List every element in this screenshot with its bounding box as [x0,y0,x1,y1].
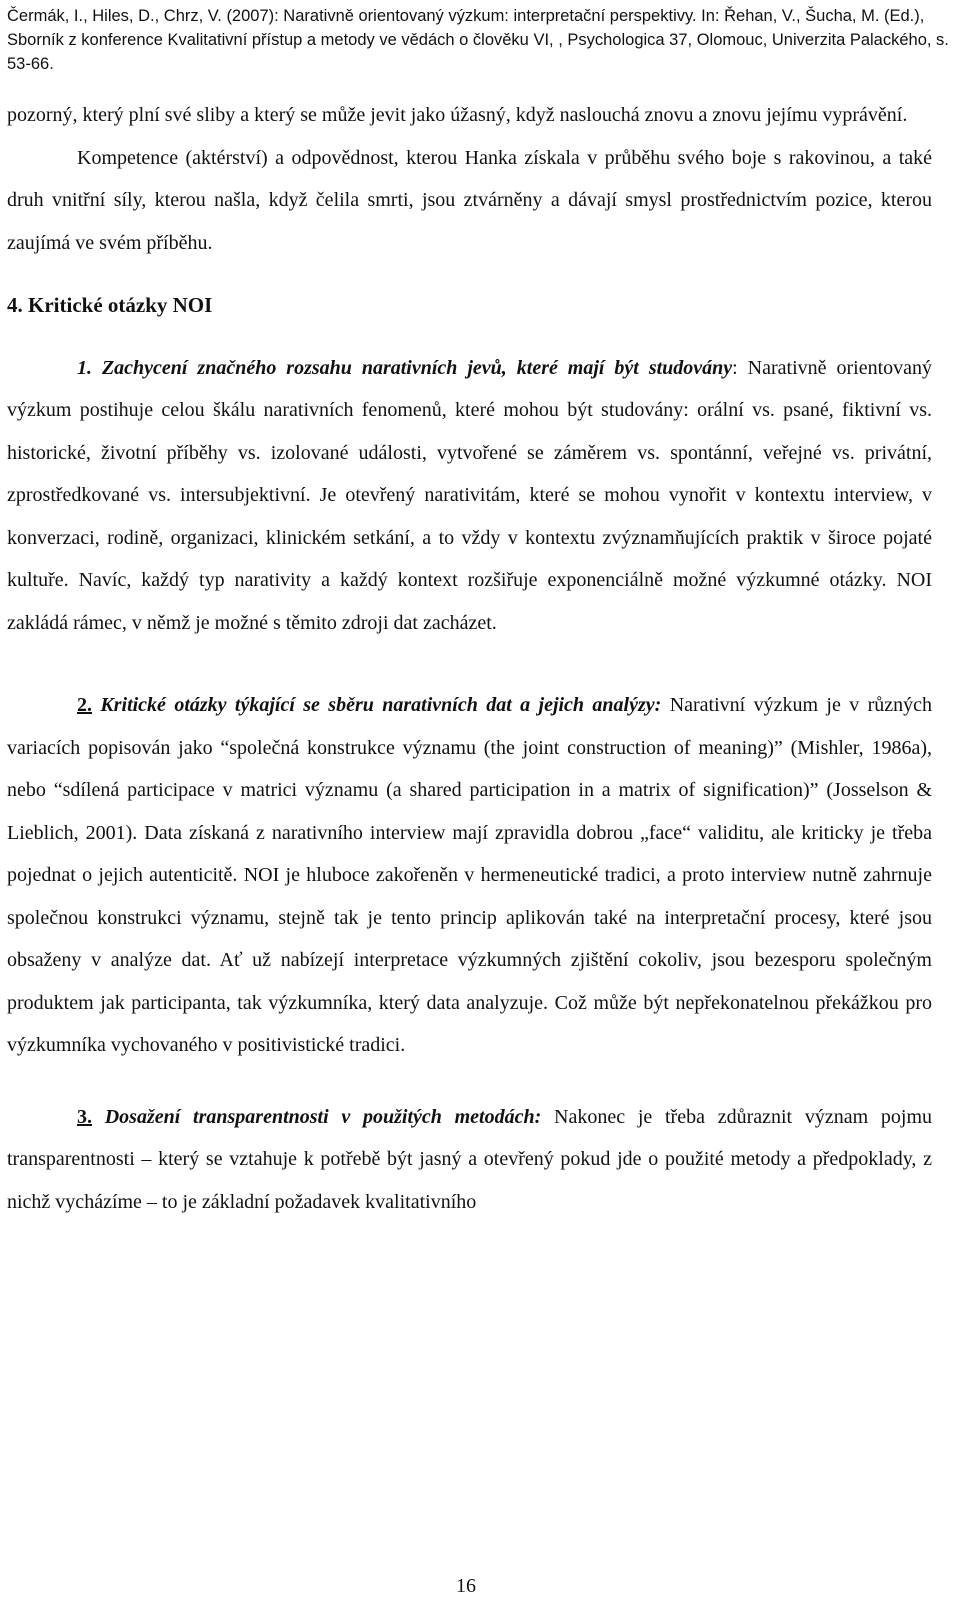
item-3-text: Nakonec je třeba zdůraznit význam pojmu transparentnosti – který se vztahuje k potřebě být jasný a otevřený pokud jde o použité metody a předpoklady, z nichž vycházíme – to je základní požadavek kvalitativního [7,1105,932,1213]
citation-header: Čermák, I., Hiles, D., Chrz, V. (2007): Narativně orientovaný výzkum: interpretační perspektivy. In: Řehan, V., Šucha, M. (Ed.), Sborník z konference Kvalitativní přístup a metody ve vědách o člověku VI, , Psychologica 37, Olomouc, Univerzita Palackého, s. 53-66. [7,7,949,73]
page-number: 16 [456,1575,476,1597]
item-1-colon: : [732,356,738,379]
paragraph-competence: Kompetence (aktérství) a odpovědnost, kterou Hanka získala v průběhu svého boje s rakovinou, a také druh vnitřní síly, kterou našla, když čelila smrti, jsou ztvárněny a dávají smysl prostřednictvím pozice, kterou zaujímá ve svém příběhu. [7,146,932,254]
item-1 [7,347,932,645]
item-3-title: Dosažení transparentnosti v použitých metodách: [104,1105,542,1128]
item-1-title: Zachycení značného rozsahu narativních jevů, které mají být studovány [101,356,733,379]
paragraph-continuation: pozorný, který plní své sliby a který se může jevit jako úžasný, když naslouchá znovu a znovu jejímu vyprávění. [7,104,908,126]
item-2-title: Kritické otázky týkající se sběru narativních dat a jejich analýzy: [100,694,662,716]
item-2 [7,684,932,1067]
section-heading: 4. Kritické otázky NOI [7,293,213,317]
item-3 [7,1096,932,1224]
item-2-number: 2. [77,694,92,716]
item-1-text: Narativně orientovaný výzkum postihuje celou škálu narativních fenomenů, které mohou být studovány: orální vs. psané, fiktivní vs. historické, životní příběhy vs. izolované události, vytvořené se záměrem vs. spontánní, veřejné vs. privátní, zprostředkované vs. intersubjektivní. Je otevřený narativitám, které se mohou vynořit v kontextu interview, v konverzaci, rodině, organizaci, klinickém setkání, a to vždy v kontextu zvýznamňujících praktik v široce pojaté kultuře. Navíc, každý typ narativity a každý kontext rozšiřuje exponenciálně možné výzkumné otázky. NOI zakládá rámec, v němž je možné s těmito zdroji dat zacházet. [7,356,932,634]
document-body [7,94,932,1223]
item-2-text: Narativní výzkum je v různých variacích popisován jako “společná konstrukce významu (the joint construction of meaning)” (Mishler, 1986a), nebo “sdílená participace v matrici významu (a shared participation in a matrix of signification)” (Josselson & Lieblich, 2001). Data získaná z narativního interview mají zpravidla dobrou „face“ validitu, ale kriticky je třeba pojednat o jejich autenticitě. NOI je hluboce zakořeněn v hermeneutické tradici, a proto interview nutně zahrnuje společnou konstrukci významu, stejně tak je tento princip aplikován také na interpretační procesy, které jsou obsaženy v analýze dat. Ať už nabízejí interpretace výzkumných zjištění cokoliv, jsou bezesporu společným produktem jak participanta, tak výzkumníka, který data analyzuje. Což může být nepřekonatelnou překážkou pro výzkumníka vychovaného v positivistické tradici. [7,694,933,1056]
item-3-number: 3. [77,1105,92,1128]
item-1-number: 1. [77,356,92,379]
